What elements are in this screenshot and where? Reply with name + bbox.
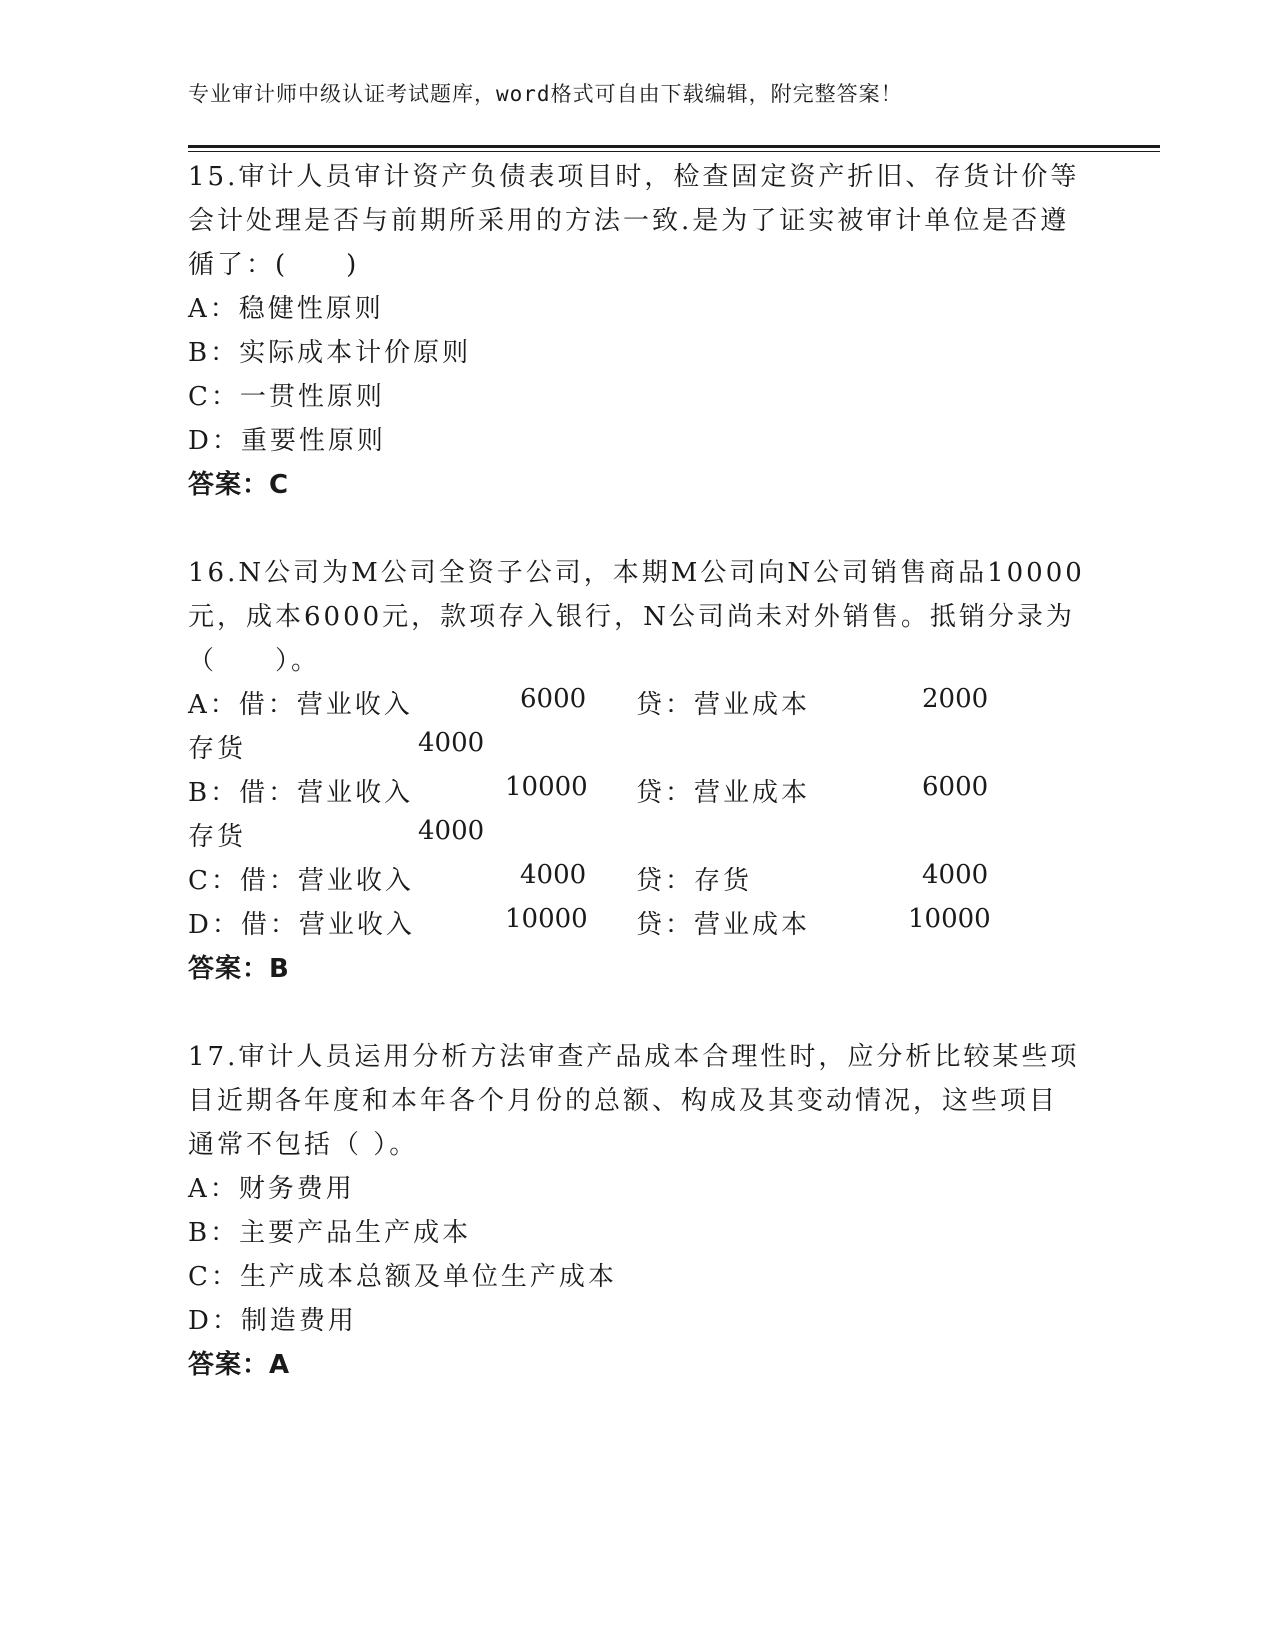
option-b-credit-label: 贷：营业成本 [636, 778, 811, 808]
question-text: 元，成本6000元，款项存入银行，N公司尚未对外销售。抵销分录为 [188, 602, 1075, 632]
option-c-debit-amount: 4000 [520, 860, 587, 890]
option-b: B：主要产品生产成本 [188, 1218, 472, 1248]
option-d-debit-amount: 10000 [505, 904, 588, 934]
option-c: C：生产成本总额及单位生产成本 [188, 1262, 617, 1292]
option-a-debit-label: A：借：营业收入 [188, 690, 413, 720]
option-c-credit-amount: 4000 [922, 860, 989, 890]
option-b-debit-amount: 10000 [505, 772, 588, 802]
question-text: 循了：( ) [188, 250, 360, 280]
option-a-debit-amount: 6000 [520, 684, 587, 714]
header-rule [188, 145, 1160, 148]
option-d: D：制造费用 [188, 1306, 357, 1336]
option-c-credit-label: 贷：存货 [636, 866, 753, 896]
option-d-credit-label: 贷：营业成本 [636, 910, 811, 940]
option-b-debit-label: B：借：营业收入 [188, 778, 414, 808]
option-d-debit-label: D：借：营业收入 [188, 910, 415, 940]
option-a-credit-label: 贷：营业成本 [636, 690, 811, 720]
answer: 答案：C [188, 470, 290, 500]
option-a-extra-label: 存货 [188, 734, 247, 764]
option-a-credit-amount: 2000 [922, 684, 989, 714]
answer: 答案：B [188, 954, 290, 984]
answer: 答案：A [188, 1350, 291, 1380]
option-b-credit-amount: 6000 [922, 772, 989, 802]
option-a: A：稳健性原则 [188, 294, 384, 324]
question-text: 16.N公司为M公司全资子公司，本期M公司向N公司销售商品10000 [188, 558, 1085, 588]
question-text: 通常不包括（ ）。 [188, 1130, 419, 1160]
question-text: 目近期各年度和本年各个月份的总额、构成及其变动情况，这些项目 [188, 1086, 1059, 1116]
page-header: 专业审计师中级认证考试题库，word格式可自由下载编辑，附完整答案！ [188, 82, 903, 106]
question-text: 17.审计人员运用分析方法审查产品成本合理性时，应分析比较某些项 [188, 1042, 1080, 1072]
option-a: A：财务费用 [188, 1174, 355, 1204]
option-a-extra-amount: 4000 [418, 728, 485, 758]
question-text: 15.审计人员审计资产负债表项目时，检查固定资产折旧、存货计价等 [188, 162, 1080, 192]
option-c-debit-label: C：借：营业收入 [188, 866, 414, 896]
option-b-extra-amount: 4000 [418, 816, 485, 846]
option-b: B：实际成本计价原则 [188, 338, 472, 368]
question-text: （ ）。 [188, 646, 321, 676]
option-b-extra-label: 存货 [188, 822, 247, 852]
option-d-credit-amount: 10000 [908, 904, 991, 934]
option-c: C：一贯性原则 [188, 382, 385, 412]
question-text: 会计处理是否与前期所采用的方法一致.是为了证实被审计单位是否遵 [188, 206, 1070, 236]
option-d: D：重要性原则 [188, 426, 386, 456]
header-rule-thin [188, 151, 1160, 152]
